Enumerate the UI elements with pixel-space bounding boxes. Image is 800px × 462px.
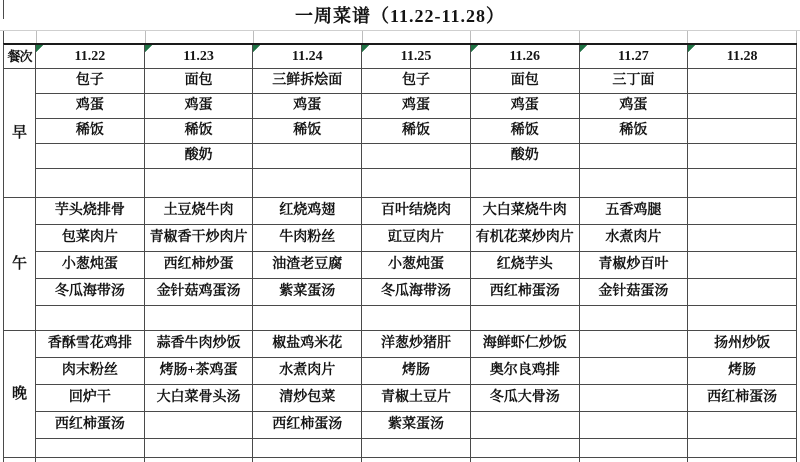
- menu-cell[interactable]: [580, 439, 689, 458]
- menu-cell[interactable]: 烤肠: [688, 358, 797, 385]
- menu-cell[interactable]: 面包: [471, 69, 580, 94]
- menu-cell[interactable]: [580, 144, 689, 169]
- column-header-label: 11.27: [618, 48, 649, 64]
- menu-cell[interactable]: [36, 306, 145, 331]
- menu-cell[interactable]: 油渣老豆腐: [253, 252, 362, 279]
- cell-comment-indicator-icon: [145, 45, 152, 52]
- spacer-cell: [471, 31, 580, 43]
- menu-cell[interactable]: 三鲜拆烩面: [253, 69, 362, 94]
- menu-cell[interactable]: [145, 412, 254, 439]
- menu-cell[interactable]: 有机花菜炒肉片: [471, 225, 580, 252]
- column-header-date[interactable]: [362, 45, 471, 69]
- menu-cell[interactable]: 水煮肉片: [253, 358, 362, 385]
- column-header-date[interactable]: [253, 45, 362, 69]
- section-label-breakfast[interactable]: 早: [4, 69, 36, 198]
- cell-comment-indicator-icon: [688, 45, 695, 52]
- cell-comment-indicator-icon: [253, 45, 260, 52]
- corner-header-cell[interactable]: [4, 45, 36, 69]
- menu-cell[interactable]: 西红柿蛋汤: [253, 412, 362, 439]
- column-header-label: 11.25: [400, 48, 432, 64]
- menu-cell[interactable]: [688, 225, 797, 252]
- page-title: 一周菜谱（11.22-11.28）: [294, 6, 505, 26]
- menu-cell[interactable]: 金针菇蛋汤: [580, 279, 689, 306]
- menu-cell[interactable]: 海鲜虾仁炒饭: [471, 331, 580, 358]
- menu-cell[interactable]: [471, 412, 580, 439]
- menu-cell[interactable]: [580, 458, 689, 462]
- menu-cell[interactable]: 鸡蛋: [253, 94, 362, 119]
- menu-cell[interactable]: [688, 69, 797, 94]
- menu-cell[interactable]: 青椒香干炒肉片: [145, 225, 254, 252]
- menu-cell[interactable]: [145, 169, 254, 198]
- menu-cell[interactable]: [580, 306, 689, 331]
- cell-comment-indicator-icon: [471, 45, 478, 52]
- menu-cell[interactable]: 芋头烧排骨: [36, 198, 145, 225]
- menu-cell[interactable]: [688, 439, 797, 458]
- menu-cell[interactable]: [580, 169, 689, 198]
- spacer-cell: [363, 31, 472, 43]
- spacer-cell: [688, 31, 797, 43]
- menu-cell[interactable]: 西红柿蛋汤: [688, 385, 797, 412]
- spacer-cell: [37, 31, 146, 43]
- menu-cell[interactable]: [253, 439, 362, 458]
- menu-cell[interactable]: 西红柿蛋汤: [471, 279, 580, 306]
- menu-cell[interactable]: [688, 306, 797, 331]
- menu-cell[interactable]: 椒盐鸡米花: [253, 331, 362, 358]
- menu-cell[interactable]: 大白菜烧牛肉: [471, 198, 580, 225]
- menu-cell[interactable]: [688, 169, 797, 198]
- menu-cell[interactable]: 扬州炒饭: [688, 331, 797, 358]
- menu-cell[interactable]: 西红柿炒蛋: [145, 252, 254, 279]
- spacer-cell: [580, 31, 689, 43]
- column-header-date[interactable]: [580, 45, 689, 69]
- column-header-label: 11.26: [509, 48, 541, 64]
- column-header-date[interactable]: [471, 45, 580, 69]
- menu-cell[interactable]: 西红柿蛋汤: [36, 412, 145, 439]
- menu-cell[interactable]: [688, 144, 797, 169]
- menu-cell[interactable]: 回炉干: [36, 385, 145, 412]
- menu-table: [3, 43, 797, 462]
- spacer-row: [3, 31, 797, 43]
- menu-cell[interactable]: 紫菜蛋汤: [362, 412, 471, 439]
- menu-cell[interactable]: 鸡蛋: [580, 94, 689, 119]
- menu-cell[interactable]: 烤肠: [362, 358, 471, 385]
- menu-cell[interactable]: 五香鸡腿: [580, 198, 689, 225]
- menu-cell[interactable]: 大白菜骨头汤: [145, 385, 254, 412]
- menu-cell[interactable]: [253, 144, 362, 169]
- menu-cell[interactable]: 稀饭: [471, 119, 580, 144]
- menu-cell[interactable]: [580, 331, 689, 358]
- menu-cell[interactable]: 稀饭: [580, 119, 689, 144]
- cell-comment-indicator-icon: [36, 45, 43, 52]
- menu-cell[interactable]: 青椒土豆片: [362, 385, 471, 412]
- menu-cell[interactable]: 小葱炖蛋: [36, 252, 145, 279]
- section-label-lunch[interactable]: 午: [4, 198, 36, 331]
- menu-cell[interactable]: [362, 169, 471, 198]
- menu-cell[interactable]: 鸡蛋: [36, 94, 145, 119]
- menu-cell[interactable]: [145, 458, 254, 462]
- menu-cell[interactable]: 鸡蛋: [471, 94, 580, 119]
- menu-cell[interactable]: 冬瓜海带汤: [36, 279, 145, 306]
- menu-cell[interactable]: [145, 306, 254, 331]
- menu-cell[interactable]: [362, 458, 471, 462]
- menu-cell[interactable]: 稀饭: [36, 119, 145, 144]
- menu-cell[interactable]: 酸奶: [471, 144, 580, 169]
- menu-cell[interactable]: 土豆烧牛肉: [145, 198, 254, 225]
- menu-cell[interactable]: [4, 458, 36, 462]
- cell-comment-indicator-icon: [580, 45, 587, 52]
- menu-cell[interactable]: 稀饭: [362, 119, 471, 144]
- menu-cell[interactable]: 鸡蛋: [362, 94, 471, 119]
- menu-cell[interactable]: [36, 439, 145, 458]
- menu-cell[interactable]: [471, 439, 580, 458]
- menu-cell[interactable]: [36, 458, 145, 462]
- column-header-date[interactable]: [145, 45, 254, 69]
- menu-cell[interactable]: 金针菇鸡蛋汤: [145, 279, 254, 306]
- menu-cell[interactable]: 酸奶: [145, 144, 254, 169]
- menu-cell[interactable]: [688, 94, 797, 119]
- corner-header-label: 餐次: [7, 49, 32, 64]
- spacer-cell: [146, 31, 255, 43]
- menu-cell[interactable]: [688, 198, 797, 225]
- menu-cell[interactable]: 冬瓜海带汤: [362, 279, 471, 306]
- menu-cell[interactable]: 稀饭: [145, 119, 254, 144]
- menu-cell[interactable]: [36, 169, 145, 198]
- title-row: [0, 0, 800, 31]
- menu-cell[interactable]: [362, 144, 471, 169]
- menu-cell[interactable]: [688, 412, 797, 439]
- spacer-cell: [254, 31, 363, 43]
- menu-cell[interactable]: 三丁面: [580, 69, 689, 94]
- column-header-label: 11.23: [183, 48, 214, 64]
- column-header-label: 11.24: [291, 48, 323, 64]
- menu-cell[interactable]: 红烧芋头: [471, 252, 580, 279]
- menu-cell[interactable]: 紫菜蛋汤: [253, 279, 362, 306]
- menu-cell[interactable]: 香酥雪花鸡排: [36, 331, 145, 358]
- menu-cell[interactable]: [471, 306, 580, 331]
- menu-cell[interactable]: 豇豆肉片: [362, 225, 471, 252]
- menu-cell[interactable]: 鸡蛋: [145, 94, 254, 119]
- menu-cell[interactable]: [253, 306, 362, 331]
- menu-cell[interactable]: 红烧鸡翅: [253, 198, 362, 225]
- menu-cell[interactable]: [253, 458, 362, 462]
- menu-cell[interactable]: [688, 119, 797, 144]
- menu-cell[interactable]: 烤肠+茶鸡蛋: [145, 358, 254, 385]
- menu-cell[interactable]: 水煮肉片: [580, 225, 689, 252]
- menu-cell[interactable]: [688, 279, 797, 306]
- menu-cell[interactable]: 蒜香牛肉炒饭: [145, 331, 254, 358]
- menu-cell[interactable]: [688, 252, 797, 279]
- cell-comment-indicator-icon: [362, 45, 369, 52]
- menu-cell[interactable]: [362, 439, 471, 458]
- menu-cell[interactable]: 包子: [362, 69, 471, 94]
- menu-cell[interactable]: 百叶结烧肉: [362, 198, 471, 225]
- sheet-left-border: [3, 0, 4, 19]
- menu-cell[interactable]: [580, 358, 689, 385]
- menu-cell[interactable]: [580, 412, 689, 439]
- menu-cell[interactable]: 清炒包菜: [253, 385, 362, 412]
- menu-cell[interactable]: 稀饭: [253, 119, 362, 144]
- menu-cell[interactable]: 奥尔良鸡排: [471, 358, 580, 385]
- menu-cell[interactable]: [362, 306, 471, 331]
- column-header-date[interactable]: [36, 45, 145, 69]
- spacer-cell: [4, 31, 37, 43]
- menu-cell[interactable]: 小葱炖蛋: [362, 252, 471, 279]
- menu-cell[interactable]: 包子: [36, 69, 145, 94]
- menu-cell[interactable]: [36, 144, 145, 169]
- section-label-dinner[interactable]: 晚: [4, 331, 36, 458]
- menu-cell[interactable]: [253, 169, 362, 198]
- menu-cell[interactable]: [471, 169, 580, 198]
- menu-cell[interactable]: 牛肉粉丝: [253, 225, 362, 252]
- menu-cell[interactable]: [580, 385, 689, 412]
- column-header-label: 11.28: [726, 48, 758, 64]
- column-header-date[interactable]: [688, 45, 797, 69]
- column-header-label: 11.22: [74, 48, 106, 64]
- menu-cell[interactable]: [471, 458, 580, 462]
- menu-cell[interactable]: 肉末粉丝: [36, 358, 145, 385]
- menu-cell[interactable]: 青椒炒百叶: [580, 252, 689, 279]
- menu-cell[interactable]: 面包: [145, 69, 254, 94]
- menu-cell[interactable]: 洋葱炒猪肝: [362, 331, 471, 358]
- menu-cell[interactable]: 包菜肉片: [36, 225, 145, 252]
- menu-cell[interactable]: [145, 439, 254, 458]
- menu-cell[interactable]: [688, 458, 797, 462]
- menu-cell[interactable]: 冬瓜大骨汤: [471, 385, 580, 412]
